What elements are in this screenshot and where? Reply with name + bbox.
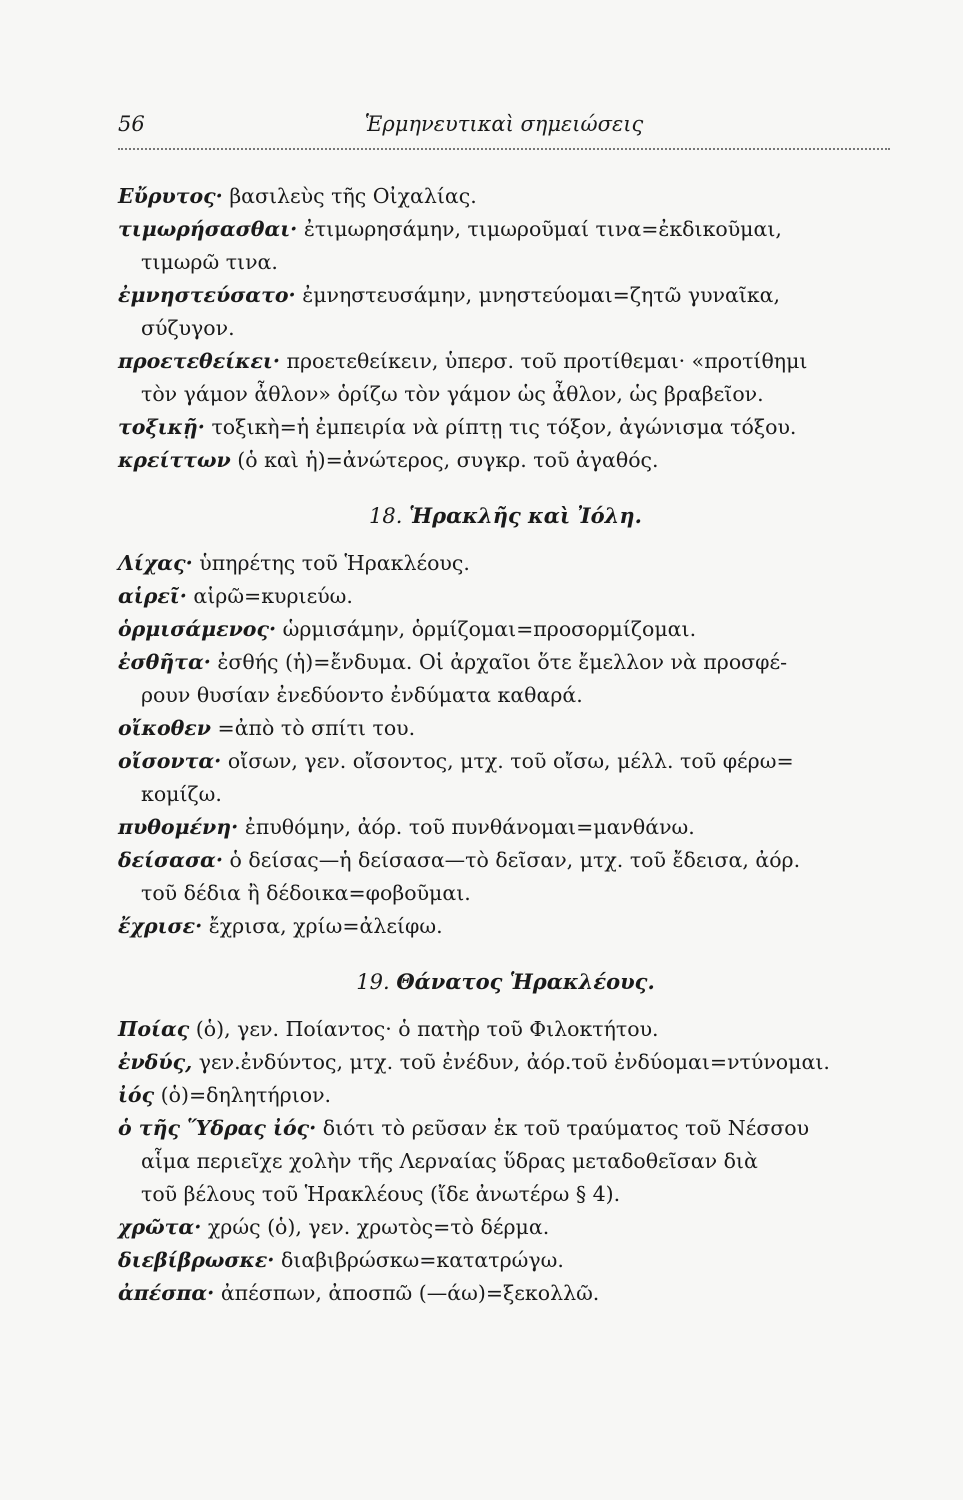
glossary-entry [118, 580, 893, 613]
entry-definition: ἐμνηστευσάμην, μνηστεύομαι=ζητῶ γυναῖκα, [302, 283, 781, 307]
entry-definition: τιμωρῶ τινα. [141, 250, 278, 274]
glossary-entry [118, 646, 893, 679]
entry-definition: (ὁ καὶ ἡ)=ἀνώτερος, συγκρ. τοῦ ἀγαθός. [237, 448, 659, 472]
glossary-entry [118, 1013, 893, 1046]
glossary-entry [118, 1244, 893, 1277]
entry-definition: ὑπηρέτης τοῦ Ἡρακλέους. [199, 551, 470, 575]
entry-term: ἰός [118, 1083, 155, 1107]
entry-term: ἔχρισε· [118, 914, 203, 938]
glossary-entry [118, 712, 893, 745]
entry-definition: ἐπυθόμην, ἀόρ. τοῦ πυνθάνομαι=μανθάνω. [244, 815, 695, 839]
entry-term: προετεθείκει· [118, 349, 280, 373]
glossary-entry [118, 411, 893, 444]
glossary-entry [118, 279, 893, 312]
entry-definition: τοῦ βέλους τοῦ Ἡρακλέους (ἴδε ἀνωτέρω § 4). [141, 1182, 621, 1206]
entry-definition: οἴσων, γεν. οἴσοντος, μτχ. τοῦ οἴσω, μέλλ. τοῦ φέρω= [227, 749, 794, 773]
entry-definition: γεν.ἐνδύντος, μτχ. τοῦ ἐνέδυν, ἀόρ.τοῦ ἐνδύομαι=ντύνομαι. [198, 1050, 830, 1074]
glossary-section-17 [118, 180, 893, 477]
glossary-entry-continuation [118, 778, 893, 811]
entry-term: οἴσοντα· [118, 749, 222, 773]
entry-definition: σύζυγον. [141, 316, 235, 340]
entry-term: πυθομένη· [118, 815, 239, 839]
entry-definition: κομίζω. [141, 782, 222, 806]
glossary-entry [118, 1277, 893, 1310]
glossary-entry [118, 811, 893, 844]
glossary-entry-continuation [118, 1178, 893, 1211]
entry-term: ὁρμισάμενος· [118, 617, 277, 641]
entry-definition: (ὁ)=δηλητήριον. [160, 1083, 332, 1107]
glossary-entry-continuation [118, 378, 893, 411]
glossary-entry [118, 1079, 893, 1112]
glossary-entry [118, 613, 893, 646]
glossary-entry [118, 844, 893, 877]
entry-term: Λίχας· [118, 551, 193, 575]
entry-definition: ὡρμισάμην, ὁρμίζομαι=προσορμίζομαι. [282, 617, 697, 641]
entry-definition: (ὁ), γεν. Ποίαντος· ὁ πατὴρ τοῦ Φιλοκτήτου. [195, 1017, 659, 1041]
entry-definition: διαβιβρώσκω=κατατρώγω. [280, 1248, 564, 1272]
entry-term: τοξικῇ· [118, 415, 205, 439]
entry-term: Ποίας [118, 1017, 190, 1041]
entry-definition: ἐτιμωρησάμην, τιμωροῦμαί τινα=ἐκδικοῦμαι, [303, 217, 782, 241]
glossary-entry-continuation [118, 877, 893, 910]
running-title: Ἑρμηνευτικαὶ σημειώσεις [364, 112, 644, 136]
entry-term: τιμωρήσασθαι· [118, 217, 298, 241]
glossary-entry-continuation [118, 246, 893, 279]
entry-definition: ἐσθής (ἡ)=ἔνδυμα. Οἱ ἀρχαῖοι ὅτε ἔμελλον νὰ προσφέ- [217, 650, 788, 674]
glossary-entry [118, 180, 893, 213]
entry-definition: ἔχρισα, χρίω=ἀλείφω. [208, 914, 443, 938]
glossary-entry [118, 213, 893, 246]
entry-definition: αἱρῶ=κυριεύω. [193, 584, 353, 608]
glossary-entry [118, 1112, 893, 1145]
heading-title: Θάνατος Ἡρακλέους. [396, 969, 655, 994]
glossary-entry [118, 547, 893, 580]
page-number: 56 [118, 112, 145, 136]
glossary-section-18 [118, 547, 893, 943]
header-rule [118, 148, 890, 150]
entry-definition: τοξικὴ=ἡ ἐμπειρία νὰ ρίπτῃ τις τόξον, ἀγώνισμα τόξου. [211, 415, 797, 439]
entry-term: διεβίβρωσκε· [118, 1248, 275, 1272]
entry-term: ἀπέσπα· [118, 1281, 215, 1305]
glossary-section-19 [118, 1013, 893, 1310]
entry-definition: ἀπέσπων, ἀποσπῶ (—άω)=ξεκολλῶ. [220, 1281, 600, 1305]
glossary-entry [118, 345, 893, 378]
entry-term: ὁ τῆς Ὕδρας ἰός· [118, 1116, 317, 1140]
entry-term: ἐμνηστεύσατο· [118, 283, 296, 307]
glossary-entry [118, 1046, 893, 1079]
entry-definition: χρώς (ὁ), γεν. χρωτὸς=τὸ δέρμα. [207, 1215, 550, 1239]
entry-definition: αἷμα περιεῖχε χολὴν τῆς Λερναίας ὕδρας μεταδοθεῖσαν διὰ [141, 1149, 758, 1173]
entry-term: ἐσθῆτα· [118, 650, 211, 674]
glossary-entry-continuation [118, 312, 893, 345]
entry-definition: διότι τὸ ρεῦσαν ἐκ τοῦ τραύματος τοῦ Νέσσου [322, 1116, 810, 1140]
entry-term: δείσασα· [118, 848, 223, 872]
entry-term: Εὔρυτος· [118, 184, 223, 208]
entry-term: κρείττων [118, 448, 231, 472]
glossary-entry [118, 745, 893, 778]
section-heading-19 [118, 965, 893, 999]
entry-term: αἱρεῖ· [118, 584, 187, 608]
glossary-entry-continuation [118, 1145, 893, 1178]
entry-definition: ρουν θυσίαν ἐνεδύοντο ἐνδύματα καθαρά. [141, 683, 583, 707]
entry-definition: προετεθείκειν, ὑπερσ. τοῦ προτίθεμαι· «προτίθημι [286, 349, 808, 373]
heading-title: Ἡρακλῆς καὶ Ἰόλη. [409, 503, 642, 528]
glossary-entry [118, 444, 893, 477]
page-content [118, 180, 893, 1310]
glossary-entry [118, 1211, 893, 1244]
entry-term: χρῶτα· [118, 1215, 202, 1239]
heading-number: 19. [356, 970, 390, 994]
glossary-entry-continuation [118, 679, 893, 712]
section-heading-18 [118, 499, 893, 533]
entry-term: ἐνδύς, [118, 1050, 193, 1074]
entry-definition: τοῦ δέδια ἢ δέδοικα=φοβοῦμαι. [141, 881, 471, 905]
entry-term: οἴκοθεν [118, 716, 211, 740]
page-header [118, 112, 890, 148]
entry-definition: βασιλεὺς τῆς Οἰχαλίας. [229, 184, 477, 208]
entry-definition: =ἀπὸ τὸ σπίτι του. [217, 716, 416, 740]
entry-definition: ὁ δείσας—ἡ δείσασα—τὸ δεῖσαν, μτχ. τοῦ ἔδεισα, ἀόρ. [229, 848, 801, 872]
glossary-entry [118, 910, 893, 943]
heading-number: 18. [369, 504, 403, 528]
entry-definition: τὸν γάμον ἆθλον» ὁρίζω τὸν γάμον ὡς ἆθλον, ὡς βραβεῖον. [141, 382, 764, 406]
